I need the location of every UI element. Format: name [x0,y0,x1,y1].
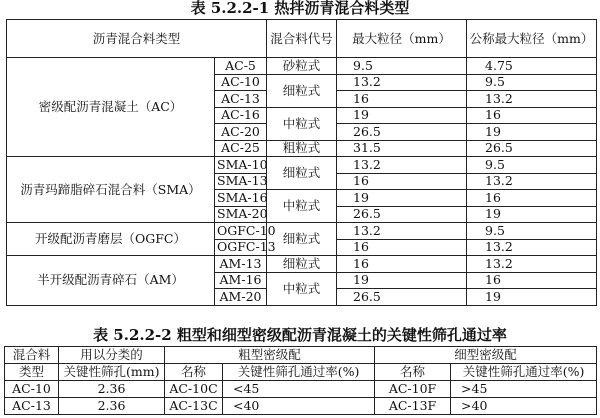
max-size-value: 9.5 [337,58,467,75]
max-size-value: 16 [337,239,467,256]
header-coarse-rate: 关键性筛孔通过率(%) [223,364,375,381]
asphalt-mixture-types-table [6,19,597,306]
group-am: 半开级配沥青碎石（AM） [7,256,215,306]
table2-header-row-1 [5,347,597,364]
gradation-type: 中粒式 [267,107,337,140]
gradation-type: 粗粒式 [267,140,337,157]
key-sieve: 2.36 [59,398,165,415]
nominal-size-value: 16 [467,272,597,289]
nominal-size-value: 13.2 [467,239,597,256]
table2-title: 表 5.2.2-2 粗型和细型密级配沥青混凝土的关键性筛孔通过率 [93,326,507,344]
mixture-type: AC-13 [5,398,59,415]
nominal-size-value: 16 [467,107,597,124]
nominal-size-value: 13.2 [467,91,597,108]
header-fine-name: 名称 [375,364,451,381]
gradation-type: 细粒式 [267,74,337,107]
table-row [7,256,597,273]
mixture-code: OGFC-10 [215,223,267,240]
gradation-type: 中粒式 [267,272,337,305]
max-size-value: 13.2 [337,157,467,174]
mixture-code: AC-25 [215,140,267,157]
nominal-size-value: 19 [467,206,597,223]
mixture-code: AM-20 [215,289,267,306]
mixture-code: SMA-13 [215,173,267,190]
group-sma: 沥青玛蹄脂碎石混合料（SMA） [7,157,215,223]
fine-rate: >45 [451,381,597,398]
group-ogfc: 开级配沥青磨层（OGFC） [7,223,215,256]
header-fine-rate: 关键性筛孔通过率(%) [451,364,597,381]
max-size-value: 16 [337,91,467,108]
nominal-size-value: 9.5 [467,157,597,174]
fine-name: AC-13F [375,398,451,415]
max-size-value: 19 [337,107,467,124]
nominal-size-value: 9.5 [467,74,597,91]
nominal-size-value: 13.2 [467,256,597,273]
nominal-size-value: 26.5 [467,140,597,157]
max-size-value: 16 [337,256,467,273]
table-row [7,223,597,240]
table1-title: 表 5.2.2-1 热拌沥青混合料类型 [190,0,410,17]
gradation-type: 中粒式 [267,190,337,223]
fine-name: AC-10F [375,381,451,398]
max-size-value: 19 [337,190,467,207]
coarse-name: AC-13C [165,398,223,415]
nominal-size-value: 19 [467,124,597,141]
coarse-rate: <45 [223,381,375,398]
nominal-size-value: 13.2 [467,173,597,190]
mixture-code: AM-16 [215,272,267,289]
mixture-type: AC-10 [5,381,59,398]
group-ac: 密级配沥青混凝土（AC） [7,58,215,157]
mixture-code: OGFC-13 [215,239,267,256]
gradation-type: 细粒式 [267,256,337,273]
mixture-code: AC-10 [215,74,267,91]
max-size-value: 19 [337,272,467,289]
table-row [7,157,597,174]
header-type-line1: 混合料 [5,347,59,364]
max-size-value: 26.5 [337,124,467,141]
mixture-code: SMA-16 [215,190,267,207]
max-size-value: 26.5 [337,206,467,223]
max-size-value: 16 [337,173,467,190]
nominal-size-value: 9.5 [467,223,597,240]
header-sieve-line1: 用以分类的 [59,347,165,364]
table-row [5,381,597,398]
gradation-type: 砂粒式 [267,58,337,75]
header-mixture-code: 混合料代号 [267,20,337,58]
max-size-value: 13.2 [337,223,467,240]
gradation-type: 细粒式 [267,223,337,256]
key-sieve: 2.36 [59,381,165,398]
mixture-code: AC-13 [215,91,267,108]
header-max-size: 最大粒径（mm） [337,20,467,58]
table-row [7,58,597,75]
nominal-size-value: 4.75 [467,58,597,75]
header-nominal-max-size: 公称最大粒径（mm） [467,20,597,58]
table-row [5,398,597,415]
mixture-code: AC-5 [215,58,267,75]
mixture-code: AC-16 [215,107,267,124]
max-size-value: 31.5 [337,140,467,157]
header-fine: 细型密级配 [375,347,597,364]
fine-rate: >40 [451,398,597,415]
mixture-code: AM-13 [215,256,267,273]
mixture-code: SMA-10 [215,157,267,174]
mixture-code: AC-20 [215,124,267,141]
coarse-name: AC-10C [165,381,223,398]
header-type-line2: 类型 [5,364,59,381]
max-size-value: 26.5 [337,289,467,306]
mixture-code: SMA-20 [215,206,267,223]
table1-header-row [7,20,597,58]
table2-header-row-2 [5,364,597,381]
nominal-size-value: 16 [467,190,597,207]
gradation-type: 细粒式 [267,157,337,190]
max-size-value: 13.2 [337,74,467,91]
nominal-size-value: 19 [467,289,597,306]
header-coarse-name: 名称 [165,364,223,381]
header-sieve-line2: 关键性筛孔(mm) [59,364,165,381]
coarse-fine-gradation-table [4,346,597,415]
coarse-rate: <40 [223,398,375,415]
header-mixture-type: 沥青混合料类型 [7,20,267,58]
header-coarse: 粗型密级配 [165,347,375,364]
